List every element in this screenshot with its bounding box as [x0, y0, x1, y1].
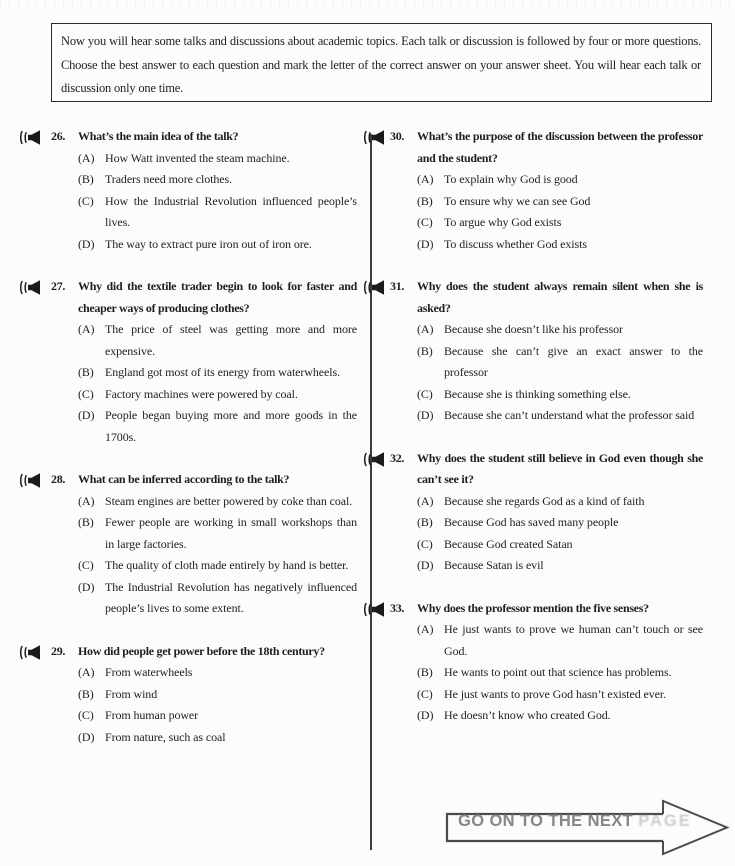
option-letter: (A) [417, 493, 434, 508]
option-row [417, 169, 703, 191]
option-letter: (A) [78, 665, 95, 679]
option-letter: (A) [78, 493, 95, 508]
option-text: Because she can’t give an exact answer to the professor [444, 343, 703, 379]
question-text: Why did the textile trader begin to look for faster and cheaper ways of producing clothes? [78, 279, 357, 315]
question-27 [17, 276, 357, 448]
option-text: To discuss whether God exists [444, 236, 587, 251]
option-letter: (D) [417, 708, 434, 722]
option-letter: (B) [78, 365, 94, 379]
question-number: 26. [51, 129, 66, 143]
option-text: He doesn’t know who created God. [444, 708, 611, 722]
option-text: He just wants to prove God hasn’t existed ever. [444, 686, 667, 701]
option-letter: (D) [78, 579, 95, 594]
next-page-label-main: GO ON TO THE NEXT [458, 812, 634, 830]
option-letter: (B) [417, 515, 433, 529]
option-text: From human power [105, 708, 199, 722]
instructions-text: Now you will hear some talks and discussions about academic topics. Each talk or discussion is followed by four or more questions. Choose the best answer to each question and mark the letter of the correct answer on your answer sheet. You will hear each talk or discussion only one time. [61, 34, 701, 95]
option-row [417, 705, 703, 727]
option-row [417, 384, 703, 406]
question-30 [361, 126, 703, 255]
option-text: To argue why God exists [444, 215, 562, 229]
option-letter: (A) [417, 622, 434, 636]
option-text: Because she can’t understand what the professor said [444, 408, 695, 422]
option-letter: (D) [417, 558, 434, 572]
option-letter: (D) [78, 408, 95, 422]
option-text: From wind [105, 686, 158, 701]
question-29 [17, 641, 357, 749]
audio-speaker-icon [17, 641, 51, 749]
go-on-next-page-banner [445, 795, 735, 865]
option-text: The Industrial Revolution has negatively influenced people’s lives to some extent. [105, 579, 357, 615]
option-text: Because she is thinking something else. [444, 386, 631, 401]
audio-speaker-icon [361, 276, 390, 427]
option-letter: (C) [78, 193, 94, 208]
question-33 [361, 598, 703, 727]
option-text: Fewer people are working in small workshops than in large factories. [105, 515, 357, 551]
option-text: Because she regards God as a kind of faith [444, 493, 645, 508]
question-number: 29. [51, 643, 66, 658]
option-text: The way to extract pure iron out of iron ore. [105, 236, 312, 251]
scan-noise-strip [0, 0, 735, 6]
question-number: 31. [390, 279, 405, 293]
option-row [417, 534, 703, 556]
question-text: What’s the main idea of the talk? [78, 129, 239, 143]
option-row [78, 148, 357, 170]
option-text: To ensure why we can see God [444, 193, 591, 208]
option-text: Traders need more clothes. [105, 172, 232, 186]
option-row [78, 555, 357, 577]
option-row [417, 405, 703, 427]
option-text: People began buying more and more goods in the 1700s. [105, 408, 357, 444]
option-text: Because God created Satan [444, 536, 573, 551]
option-text: From nature, such as coal [105, 729, 226, 744]
question-number: 32. [390, 450, 405, 465]
option-row [78, 169, 357, 191]
option-letter: (A) [417, 172, 434, 186]
question-text: What’s the purpose of the discussion between the professor and the student? [417, 129, 703, 165]
right-column [361, 126, 703, 748]
option-text: From waterwheels [105, 665, 193, 679]
option-text: The price of steel was getting more and more expensive. [105, 322, 357, 358]
option-letter: (A) [78, 150, 95, 165]
option-letter: (D) [78, 729, 95, 744]
option-text: Because Satan is evil [444, 558, 544, 572]
option-row [417, 555, 703, 577]
option-row [417, 319, 703, 341]
next-page-label [458, 812, 692, 831]
audio-speaker-icon [361, 598, 390, 727]
option-row [78, 191, 357, 234]
question-text: Why does the student still believe in God even though she can’t see it? [417, 450, 703, 486]
question-number: 33. [390, 600, 405, 615]
option-row [417, 684, 703, 706]
option-row [78, 405, 357, 448]
option-text: The quality of cloth made entirely by hand is better. [105, 558, 349, 572]
option-text: To explain why God is good [444, 172, 578, 186]
option-row [78, 662, 357, 684]
option-row [78, 319, 357, 362]
option-row [78, 491, 357, 513]
option-letter: (C) [417, 386, 433, 401]
option-letter: (C) [78, 558, 94, 572]
question-text: What can be inferred according to the talk? [78, 472, 290, 486]
option-letter: (B) [78, 686, 94, 701]
option-row [417, 491, 703, 513]
question-32 [361, 448, 703, 577]
option-row [78, 384, 357, 406]
option-row [417, 512, 703, 534]
audio-speaker-icon [361, 448, 390, 577]
option-row [78, 705, 357, 727]
question-28 [17, 469, 357, 620]
option-letter: (B) [417, 193, 433, 208]
question-text: Why does the professor mention the five senses? [417, 600, 649, 615]
option-letter: (B) [78, 515, 94, 529]
option-text: Factory machines were powered by coal. [105, 386, 298, 401]
option-row [417, 662, 703, 684]
option-letter: (A) [417, 322, 434, 336]
option-row [78, 234, 357, 256]
option-row [417, 234, 703, 256]
audio-speaker-icon [17, 469, 51, 620]
audio-speaker-icon [17, 126, 51, 255]
option-text: He wants to point out that science has problems. [444, 665, 672, 679]
option-letter: (D) [417, 408, 434, 422]
option-row [78, 512, 357, 555]
option-text: Steam engines are better powered by coke than coal. [105, 493, 353, 508]
option-row [417, 212, 703, 234]
audio-speaker-icon [17, 276, 51, 448]
question-number: 28. [51, 472, 66, 486]
option-letter: (D) [417, 236, 434, 251]
option-letter: (C) [417, 686, 433, 701]
option-row [78, 684, 357, 706]
next-page-label-faded: PAGE [638, 812, 692, 830]
option-text: England got most of its energy from waterwheels. [105, 365, 340, 379]
option-row [417, 619, 703, 662]
option-row [78, 727, 357, 749]
option-row [417, 191, 703, 213]
option-text: He just wants to prove we human can’t touch or see God. [444, 622, 703, 658]
audio-speaker-icon [361, 126, 390, 255]
question-text: How did people get power before the 18th century? [78, 643, 325, 658]
question-text: Why does the student always remain silent when she is asked? [417, 279, 703, 315]
option-letter: (C) [417, 536, 433, 551]
option-letter: (B) [78, 172, 94, 186]
option-letter: (C) [78, 386, 94, 401]
option-text: Because she doesn’t like his professor [444, 322, 623, 336]
option-letter: (D) [78, 236, 95, 251]
option-row [78, 577, 357, 620]
instructions-box [51, 23, 712, 102]
option-letter: (C) [417, 215, 433, 229]
option-letter: (B) [417, 665, 433, 679]
option-letter: (B) [417, 343, 433, 358]
option-text: Because God has saved many people [444, 515, 619, 529]
option-row [78, 362, 357, 384]
option-letter: (A) [78, 322, 95, 336]
question-number: 30. [390, 129, 405, 143]
question-31 [361, 276, 703, 427]
left-column [17, 126, 357, 769]
option-text: How the Industrial Revolution influenced people’s lives. [105, 193, 357, 229]
option-letter: (C) [78, 708, 94, 722]
option-text: How Watt invented the steam machine. [105, 150, 290, 165]
option-row [417, 341, 703, 384]
question-number: 27. [51, 279, 66, 293]
question-26 [17, 126, 357, 255]
